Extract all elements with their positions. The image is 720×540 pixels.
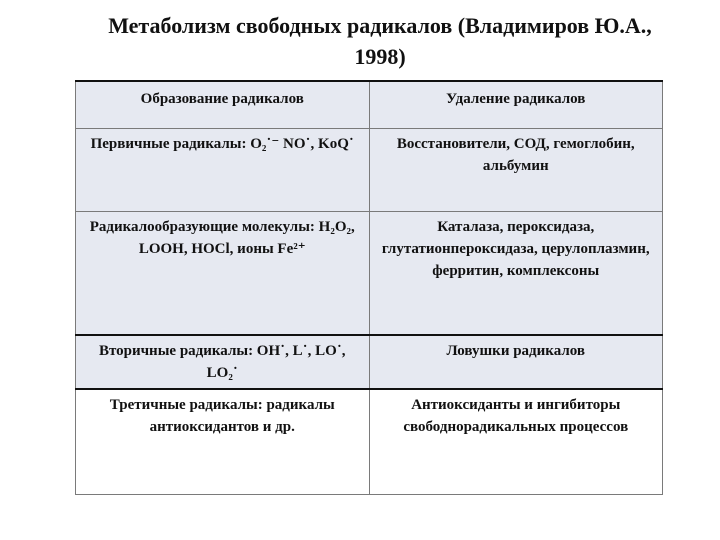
cell-reducers: Восстановители, СОД, гемоглобин, альбумин bbox=[369, 129, 663, 212]
header-removal: Удаление радикалов bbox=[369, 81, 663, 129]
table-row bbox=[76, 129, 663, 212]
table-row bbox=[76, 212, 663, 336]
cell-secondary-radicals: Вторичные радикалы: OH˙, L˙, LO˙, LO₂˙ bbox=[76, 335, 370, 389]
cell-primary-radicals: Первичные радикалы: O₂˙⁻ NO˙, KoQ˙ bbox=[76, 129, 370, 212]
header-formation: Образование радикалов bbox=[76, 81, 370, 129]
table-row bbox=[76, 389, 663, 495]
cell-antioxidants: Антиоксиданты и ингибиторы свободнорадикальных процессов bbox=[369, 389, 663, 495]
cell-radical-traps: Ловушки радикалов bbox=[369, 335, 663, 389]
title-line-1: Метаболизм свободных радикалов (Владимиров Ю.А., bbox=[108, 13, 652, 38]
cell-radical-forming-molecules: Радикалообразующие молекулы: H₂O₂, LOOH, HOCl, ионы Fe²⁺ bbox=[76, 212, 370, 336]
cell-tertiary-radicals: Третичные радикалы: радикалы антиоксидантов и др. bbox=[76, 389, 370, 495]
table-row bbox=[76, 335, 663, 389]
table-header-row bbox=[76, 81, 663, 129]
title-line-2: 1998) bbox=[354, 44, 406, 69]
cell-catalase: Каталаза, пероксидаза, глутатионпероксидаза, церулоплазмин, ферритин, комплексоны bbox=[369, 212, 663, 336]
radicals-table bbox=[75, 80, 663, 495]
page-title bbox=[40, 10, 720, 72]
